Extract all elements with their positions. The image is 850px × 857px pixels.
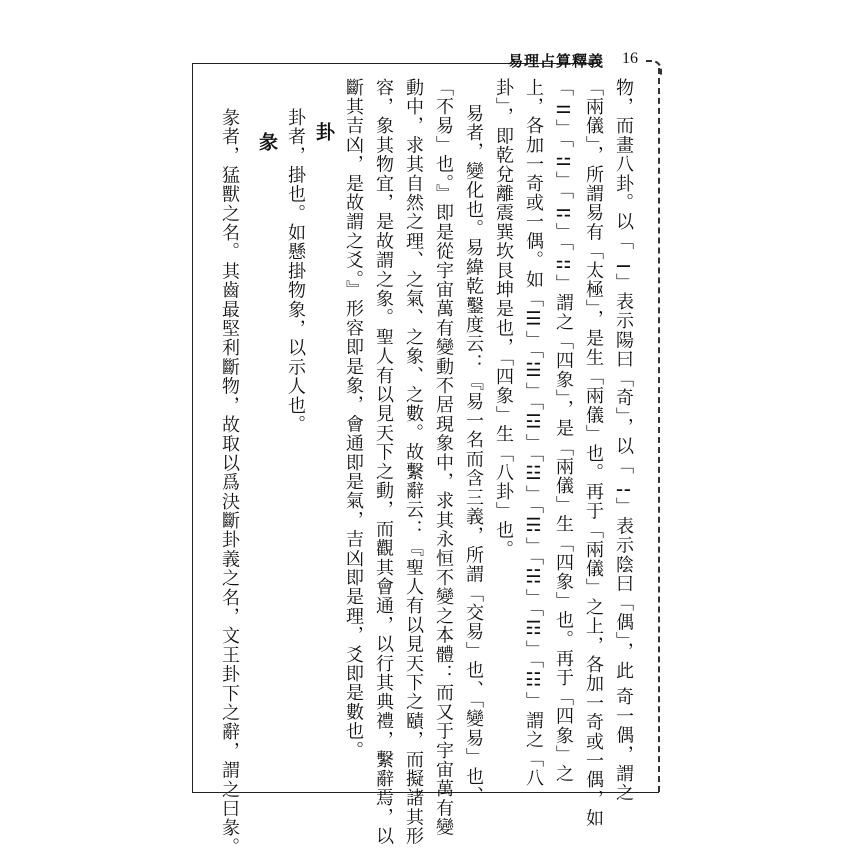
body-column: 動中，求其自然之理、之氣、之象、之數。故繫辭云：『聖人有以見天下之賾，而擬諸其形 [403,78,424,846]
body-column: 容，象其物宜，是故謂之象。聖人有以見天下之動，而觀其會通，以行其典禮，繫辭焉，以 [373,78,394,846]
page-number: 16 [622,50,638,67]
running-title: 易理占算釋義 [508,52,605,70]
body-column: 「⚌」「⚍」「⚎」「⚏」謂之「四象」，是「兩儀」生「四象」也。再于「四象」之 [553,78,574,784]
body-column: 上，各加一奇或一偶。如「☰」「☱」「☲」「☳」「☴」「☵」「☶」「☷」謂之「八 [523,78,544,788]
body-column: 「兩儀」，所謂易有「太極」，是生「兩儀」也。再于「兩儀」之上，各加一奇或一偶，如 [583,78,604,828]
body-column: 斷其吉凶，是故謂之爻。』形容即是象，會通即是氣，吉凶即是理，爻即是數也。 [343,78,364,761]
page-frame-corner [646,60,662,76]
body-column: 「不易」也。』即是從宇宙萬有變動不居現象中，求其永恒不變之本體：而又于宇宙萬有變 [433,78,454,837]
section-tuan-text: 彖者，猛獸之名。其齒最堅利斷物，故取以爲決斷卦義之名，文王卦下之辭，謂之曰彖。 [219,108,240,857]
page-frame-right [658,68,660,792]
body-column: 易者，變化也。易緯乾鑿度云：『易一名而含三義，所謂「交易」也、「變易」也、 [463,104,484,806]
section-heading-tuan: 彖 [256,132,278,153]
page-frame-left [192,63,193,792]
body-column: 物，而畫八卦。以「⚊」表示陽曰「奇」，以「⚋」表示陰曰「偶」，此 奇一偶，謂之 [613,78,634,803]
section-heading-gua: 卦 [313,122,335,143]
section-gua-text: 卦者，掛也。如懸掛物象，以示人也。 [285,108,306,435]
body-column: 卦」，即乾兌離震巽坎艮坤是也，「四象」生「八卦」也。 [493,78,514,560]
